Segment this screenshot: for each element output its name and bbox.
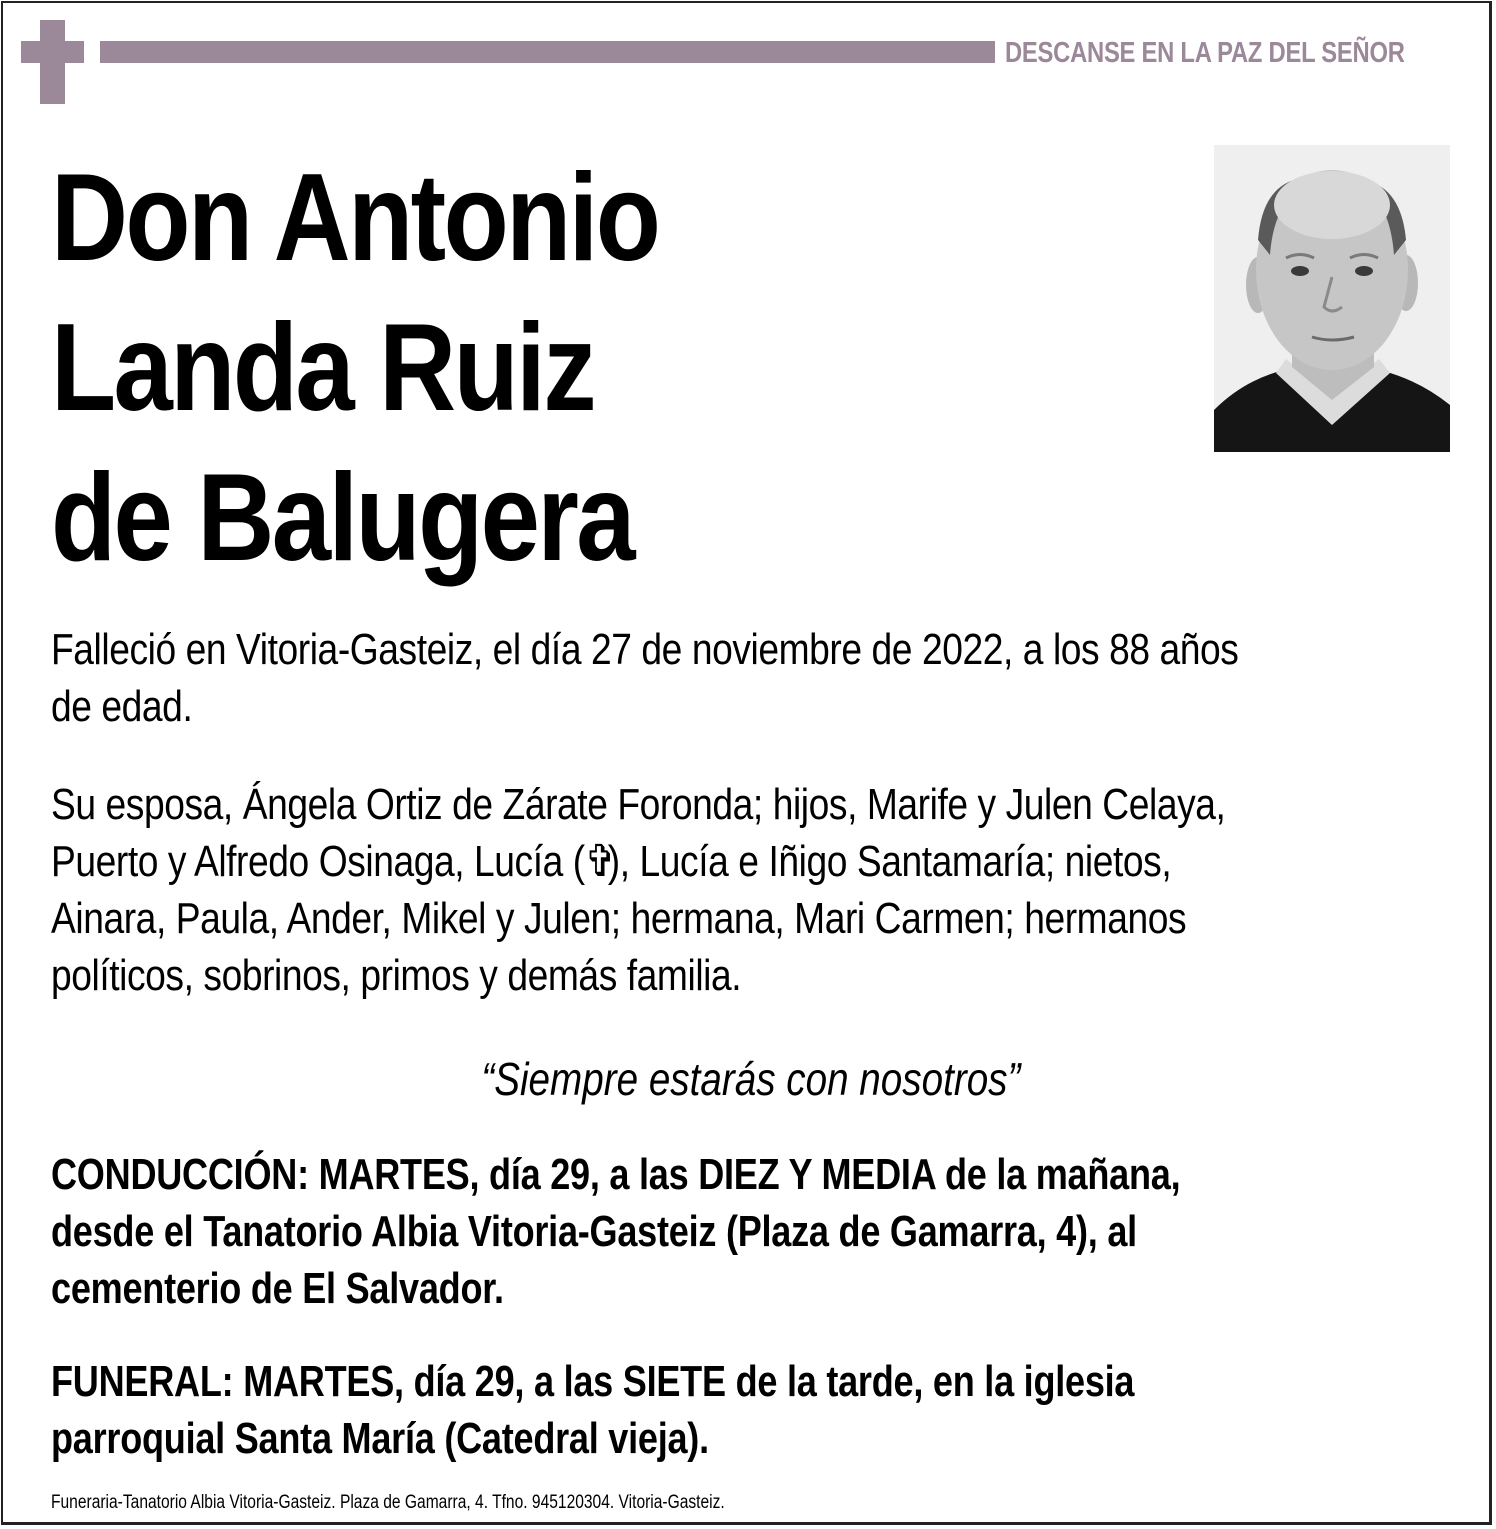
name-line-1: Don Antonio xyxy=(51,149,659,287)
portrait-image xyxy=(1214,145,1450,452)
cross-icon-horizontal xyxy=(21,41,84,63)
funeral-line-2: parroquial Santa María (Catedral vieja). xyxy=(51,1414,709,1463)
header-tagline: DESCANSE EN LA PAZ DEL SEÑOR xyxy=(1005,37,1405,69)
deceased-photo xyxy=(1214,145,1450,452)
funeral-paragraph xyxy=(51,1353,1363,1467)
header-divider-bar xyxy=(100,41,995,63)
funeral-line-1: FUNERAL: MARTES, día 29, a las SIETE de la tarde, en la iglesia xyxy=(51,1357,1135,1406)
memorial-quote: “Siempre estarás con nosotros” xyxy=(481,1053,1021,1105)
cross-icon: ✞ xyxy=(584,837,616,886)
conduccion-line-2: desde el Tanatorio Albia Vitoria-Gasteiz (Plaza de Gamarra, 4), al xyxy=(51,1207,1137,1256)
family-line-3: Ainara, Paula, Ander, Mikel y Julen; hermana, Mari Carmen; hermanos xyxy=(51,894,1187,943)
obituary-frame xyxy=(1,1,1492,1525)
deceased-name xyxy=(51,143,911,593)
death-notice-line-1: Falleció en Vitoria-Gasteiz, el día 27 de noviembre de 2022, a los 88 años xyxy=(51,625,1239,674)
family-line-2b: ), Lucía e Iñigo Santamaría; nietos, xyxy=(607,837,1172,886)
family-line-4: políticos, sobrinos, primos y demás familia. xyxy=(51,951,742,1000)
conduccion-line-3: cementerio de El Salvador. xyxy=(51,1264,504,1313)
name-line-2: Landa Ruiz xyxy=(51,299,594,437)
family-line-2 xyxy=(51,833,1369,890)
death-notice-paragraph xyxy=(51,621,1369,735)
conduccion-line-1: CONDUCCIÓN: MARTES, día 29, a las DIEZ Y MEDIA de la mañana, xyxy=(51,1150,1181,1199)
family-paragraph xyxy=(51,776,1369,1004)
death-notice-line-2: de edad. xyxy=(51,682,193,731)
conduccion-paragraph xyxy=(51,1146,1363,1317)
family-line-2a: Puerto y Alfredo Osinaga, Lucía ( xyxy=(51,837,585,886)
funeral-home-footer: Funeraria-Tanatorio Albia Vitoria-Gasteiz. Plaza de Gamarra, 4. Tfno. 945120304. Vitoria-Gasteiz. xyxy=(51,1492,725,1513)
name-line-3: de Balugera xyxy=(51,449,634,587)
family-line-1: Su esposa, Ángela Ortiz de Zárate Foronda; hijos, Marife y Julen Celaya, xyxy=(51,780,1226,829)
